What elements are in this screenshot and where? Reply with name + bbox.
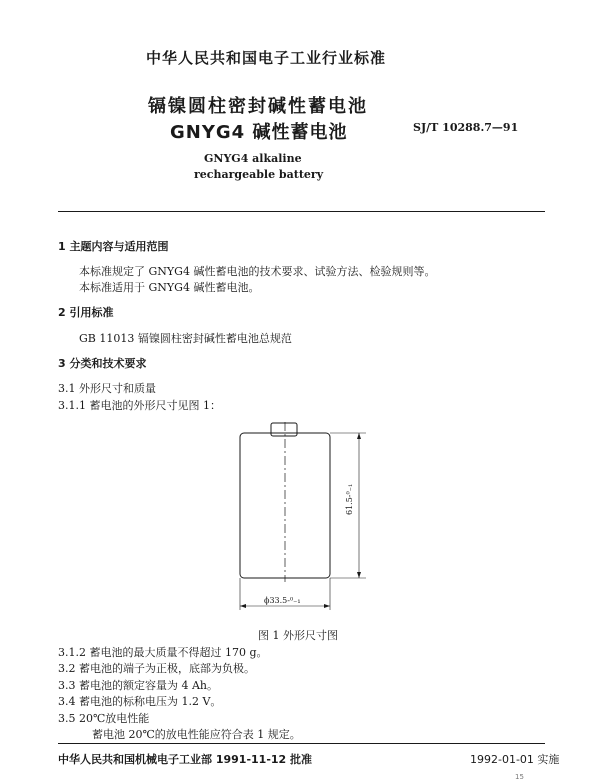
section-1-heading: 1 主题内容与适用范围 (58, 240, 169, 253)
section-1-paragraph-2: 本标准适用于 GNYG4 碱性蓄电池。 (79, 281, 260, 294)
clause-3-1-1: 3.1.1 蓄电池的外形尺寸见图 1： (58, 399, 221, 412)
document-title-en-line1: GNYG4 alkaline (204, 152, 302, 165)
header-divider (58, 211, 545, 212)
clause-3-4: 3.4 蓄电池的标称电压为 1.2 V。 (58, 695, 222, 708)
width-arrow-left (240, 604, 246, 608)
width-dimension-label: ϕ33.5-⁰₋₁ (264, 596, 301, 605)
figure-caption: 图 1 外形尺寸图 (258, 629, 338, 642)
positive-terminal (271, 423, 297, 436)
standard-number: SJ/T 10288.7—91 (413, 121, 519, 134)
normative-reference: GB 11013 镉镍圆柱密封碱性蓄电池总规范 (79, 332, 292, 345)
footer-divider (58, 743, 545, 744)
battery-outline-figure (220, 420, 370, 615)
approval-statement: 中华人民共和国机械电子工业部 1991-11-12 批准 (58, 753, 313, 766)
section-1-paragraph-1: 本标准规定了 GNYG4 碱性蓄电池的技术要求、试验方法、检验规则等。 (79, 265, 436, 278)
document-subtitle-cn: GNYG4 碱性蓄电池 (170, 122, 348, 143)
implementation-date: 1992-01-01 实施 (470, 753, 560, 766)
height-arrow-bottom (357, 572, 361, 578)
document-title-en-line2: rechargeable battery (194, 168, 324, 181)
clause-3-5: 3.5 20℃放电性能 (58, 712, 150, 725)
issuing-authority: 中华人民共和国电子工业行业标准 (146, 49, 387, 67)
battery-body (240, 433, 330, 578)
section-3-heading: 3 分类和技术要求 (58, 357, 147, 370)
clause-3-2: 3.2 蓄电池的端子为正极，底部为负极。 (58, 662, 255, 675)
clause-3-5-body: 蓄电池 20℃的放电性能应符合表 1 规定。 (92, 728, 301, 741)
clause-3-1: 3.1 外形尺寸和质量 (58, 382, 156, 395)
page-number: 15 (515, 773, 524, 781)
document-title-cn: 镉镍圆柱密封碱性蓄电池 (148, 96, 368, 117)
section-2-heading: 2 引用标准 (58, 306, 114, 319)
clause-3-1-2: 3.1.2 蓄电池的最大质量不得超过 170 g。 (58, 646, 268, 659)
width-arrow-right (324, 604, 330, 608)
height-dimension-label: 61.5-⁰₋₁ (345, 483, 354, 515)
clause-3-3: 3.3 蓄电池的额定容量为 4 Ah。 (58, 679, 219, 692)
height-arrow-top (357, 433, 361, 439)
